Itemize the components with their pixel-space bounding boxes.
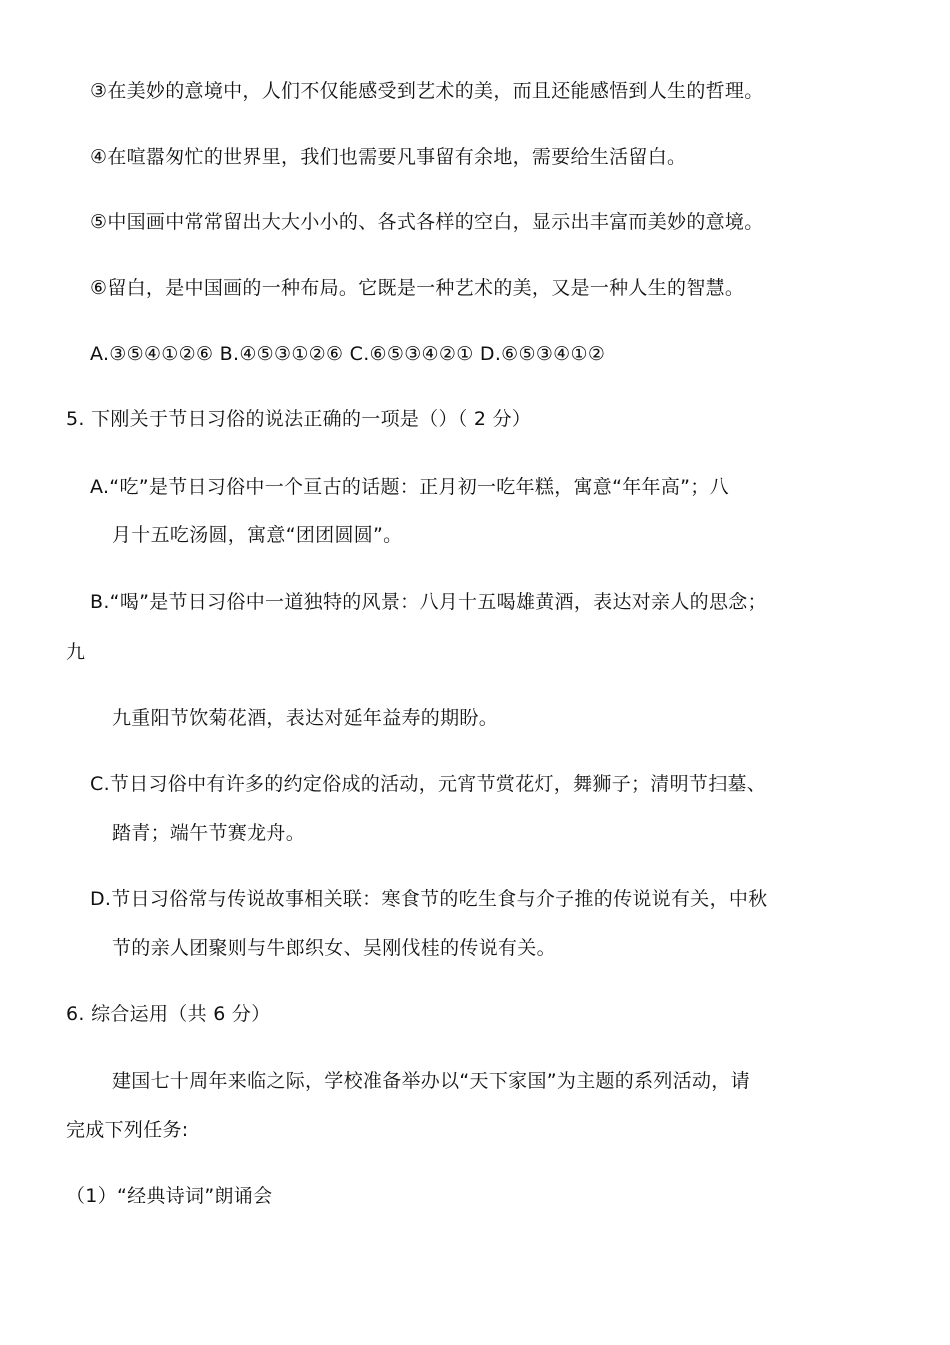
- q5-option-d-cont: 节的亲人团聚则与牛郎织女、吴刚伐桂的传说有关。: [112, 937, 556, 959]
- q5-option-b-wrap: 九: [66, 641, 86, 663]
- q5-option-b-cont: 九重阳节饮菊花酒，表达对延年益寿的期盼。: [112, 707, 499, 729]
- answer-options-q4: A.③⑤④①②⑥ B.④⑤③①②⑥ C.⑥⑤③④②① D.⑥⑤③④①②: [90, 343, 606, 365]
- q5-option-d: D.节日习俗常与传说故事相关联：寒食节的吃生食与介子推的传说说有关，中秋: [90, 888, 768, 910]
- task-1-heading: （1）“经典诗词”朗诵会: [66, 1185, 273, 1207]
- q5-option-a-cont: 月十五吃汤圆，寓意“团团圆圆”。: [112, 524, 403, 546]
- sentence-6: ⑥留白，是中国画的一种布局。它既是一种艺术的美，又是一种人生的智慧。: [90, 277, 745, 299]
- question-6-title: 6. 综合运用（共 6 分）: [66, 1003, 271, 1025]
- question-6-intro-cont: 完成下列任务:: [66, 1119, 189, 1141]
- sentence-3: ③在美妙的意境中，人们不仅能感受到艺术的美，而且还能感悟到人生的哲理。: [90, 80, 764, 102]
- q5-option-c-cont: 踏青；端午节赛龙舟。: [112, 822, 306, 844]
- q5-option-b: B.“喝”是节日习俗中一道独特的风景：八月十五喝雄黄酒，表达对亲人的思念；: [90, 591, 767, 613]
- sentence-4: ④在喧嚣匆忙的世界里，我们也需要凡事留有余地，需要给生活留白。: [90, 146, 687, 168]
- question-5-title: 5. 下刚关于节日习俗的说法正确的一项是（）（ 2 分）: [66, 408, 532, 430]
- sentence-5: ⑤中国画中常常留出大大小小的、各式各样的空白，显示出丰富而美妙的意境。: [90, 211, 764, 233]
- question-6-intro: 建国七十周年来临之际，学校准备举办以“天下家国”为主题的系列活动，请: [112, 1070, 750, 1092]
- q5-option-a: A.“吃”是节日习俗中一个亘古的话题：正月初一吃年糕，寓意“年年高”；八: [90, 476, 729, 498]
- q5-option-c: C.节日习俗中有许多的约定俗成的活动，元宵节赏花灯，舞狮子；清明节扫墓、: [90, 773, 767, 795]
